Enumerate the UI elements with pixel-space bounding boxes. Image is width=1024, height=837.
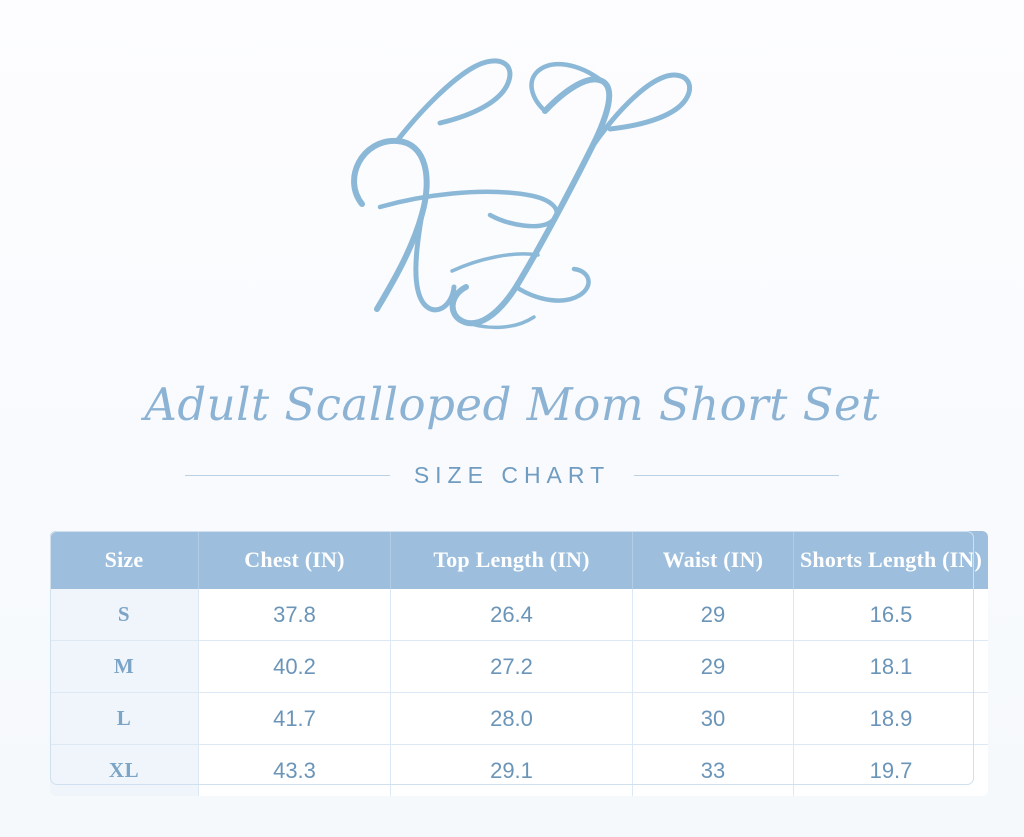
subtitle-row xyxy=(0,462,1024,489)
table-row xyxy=(50,589,988,641)
column-header-top-length: Top Length (IN) xyxy=(391,531,633,589)
cell-shorts-length: 19.7 xyxy=(794,745,989,797)
cell-top-length: 28.0 xyxy=(391,693,633,745)
column-header-shorts-length: Shorts Length (IN) xyxy=(794,531,989,589)
column-header-size: Size xyxy=(50,531,199,589)
table-body xyxy=(50,589,988,796)
cell-size: M xyxy=(50,641,199,693)
cell-waist: 29 xyxy=(633,589,794,641)
cell-top-length: 27.2 xyxy=(391,641,633,693)
size-chart-table-wrap xyxy=(50,531,983,796)
cell-shorts-length: 18.9 xyxy=(794,693,989,745)
cell-size: XL xyxy=(50,745,199,797)
page-title: Adult Scalloped Mom Short Set xyxy=(144,378,880,431)
cell-waist: 33 xyxy=(633,745,794,797)
cell-top-length: 29.1 xyxy=(391,745,633,797)
cell-shorts-length: 18.1 xyxy=(794,641,989,693)
column-header-waist: Waist (IN) xyxy=(633,531,794,589)
table-row xyxy=(50,641,988,693)
cell-waist: 29 xyxy=(633,641,794,693)
table-row xyxy=(50,693,988,745)
divider-left xyxy=(185,475,390,476)
table-header xyxy=(50,531,988,589)
cell-waist: 30 xyxy=(633,693,794,745)
hj-monogram-icon xyxy=(302,19,722,349)
divider-right xyxy=(634,475,839,476)
cell-chest: 40.2 xyxy=(199,641,391,693)
table-row xyxy=(50,745,988,797)
cell-top-length: 26.4 xyxy=(391,589,633,641)
page-subtitle: SIZE CHART xyxy=(413,462,611,488)
brand-logo xyxy=(0,14,1024,354)
cell-size: L xyxy=(50,693,199,745)
cell-chest: 43.3 xyxy=(199,745,391,797)
cell-chest: 37.8 xyxy=(199,589,391,641)
cell-chest: 41.7 xyxy=(199,693,391,745)
table-header-row xyxy=(50,531,988,589)
cell-size: S xyxy=(50,589,199,641)
column-header-chest: Chest (IN) xyxy=(199,531,391,589)
size-chart-table xyxy=(50,531,988,796)
cell-shorts-length: 16.5 xyxy=(794,589,989,641)
